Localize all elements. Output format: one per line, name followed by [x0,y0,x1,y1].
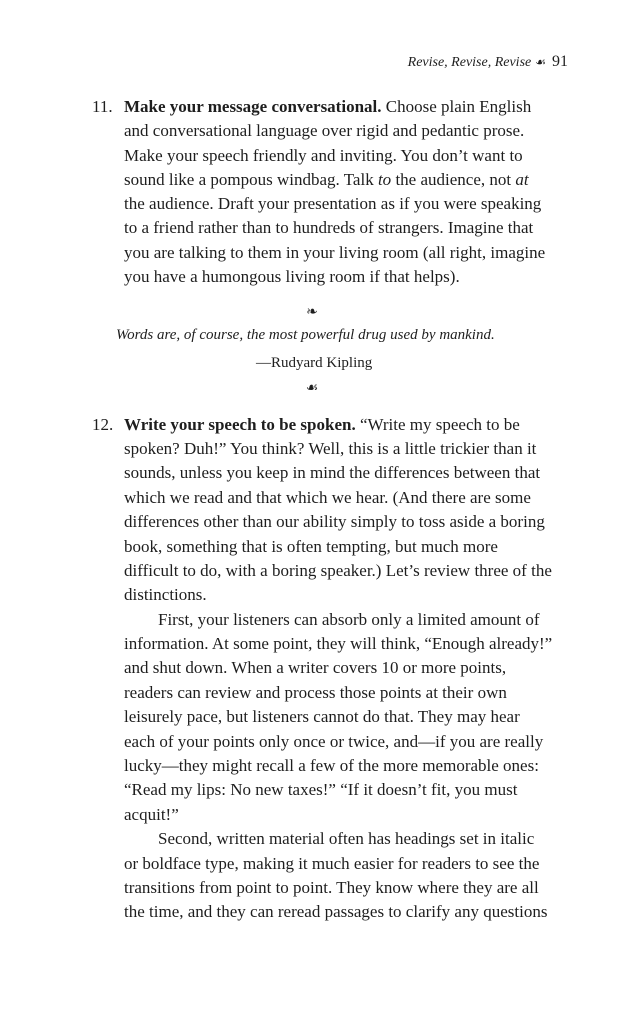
running-head-title: Revise, Revise, Revise [407,55,532,70]
paragraph-line: “Read my lips: No new taxes!” “If it doesn’t fit, you must [124,780,518,799]
item-line: Write your speech to be spoken. “Write my speech to be [124,415,520,434]
item-line: sound like a pompous windbag. Talk to the audience, not at [124,170,529,189]
paragraph-line: or boldface type, making it much easier for readers to see the [124,854,540,873]
item-line: to a friend rather than to hundreds of strangers. Imagine that [124,218,534,237]
item-line: you have a humongous living room if that helps). [124,267,460,286]
paragraph-line: the time, and they can reread passages to clarify any questions [124,902,548,921]
fleuron-icon: ☙ [305,381,319,396]
paragraph-line: each of your points only once or twice, and—if you are really [124,732,544,751]
item-line: differences other than our ability simply to toss aside a boring [124,512,545,531]
paragraph-line: and shut down. When a writer covers 10 or more points, [124,658,507,677]
item-line: the audience. Draft your presentation as if you were speaking [124,194,542,213]
paragraph-line: information. At some point, they will think, “Enough already!” [124,634,553,653]
item-line: Make your speech friendly and inviting. You don’t want to [124,146,523,165]
paragraph-line: leisurely pace, but listeners cannot do that. They may hear [124,707,520,726]
item-number: 11. [92,97,113,116]
item-line: spoken? Duh!” You think? Well, this is a little trickier than it [124,439,537,458]
item-heading: Write your speech to be spoken. [124,415,356,434]
item-line: which we read and that which we hear. (And there are some [124,488,531,507]
paragraph-line: Second, written material often has headings set in italic [158,829,535,848]
epigraph-attribution: —Rudyard Kipling [256,355,373,371]
item-line: difficult to do, with a boring speaker.) Let’s review three of the [124,561,552,580]
item-line: book, something that is often tempting, but much more [124,537,498,556]
paragraph-line: lucky—they might recall a few of the more memorable ones: [124,756,539,775]
fleuron-icon: ☙ [535,55,546,69]
item-number: 12. [92,415,114,434]
paragraph-line: acquit!” [124,805,179,824]
paragraph-line: First, your listeners can absorb only a limited amount of [158,610,540,629]
item-line: sounds, unless you keep in mind the differences between that [124,463,541,482]
item-line: and conversational language over rigid and pedantic prose. [124,121,525,140]
fleuron-icon: ❧ [306,305,318,320]
page-number: 91 [552,53,568,70]
paragraph-line: readers can review and process those points at their own [124,683,507,702]
running-head [408,52,568,73]
epigraph-quote: Words are, of course, the most powerful drug used by mankind. [116,327,495,343]
item-line: you are talking to them in your living room (all right, imagine [124,243,546,262]
item-heading: Make your message conversational. [124,97,382,116]
item-line: distinctions. [124,585,207,604]
paragraph-line: transitions from point to point. They know where they are all [124,878,539,897]
item-line: Make your message conversational. Choose plain English [124,97,532,116]
